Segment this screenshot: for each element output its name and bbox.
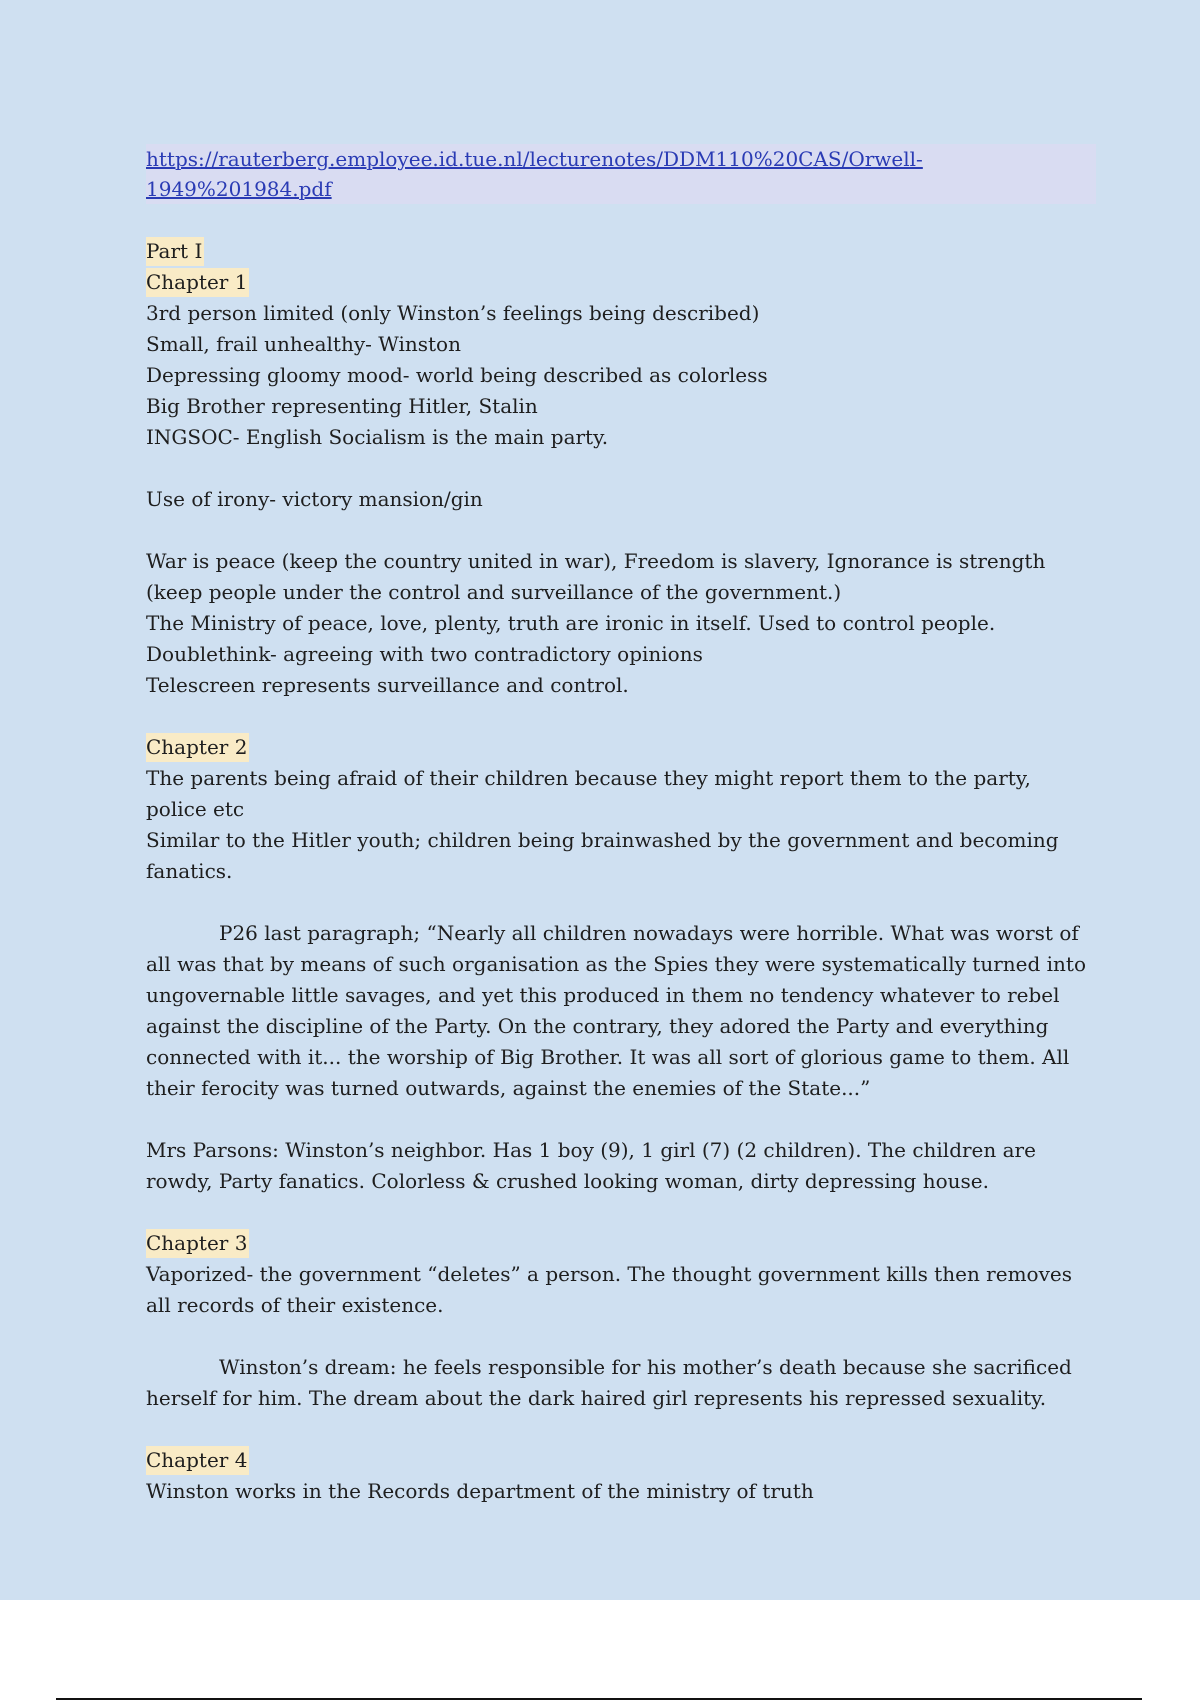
document-content <box>146 144 1096 1507</box>
chapter-1-line: Doublethink- agreeing with two contradictory opinions <box>146 642 703 666</box>
chapter-3-heading: Chapter 3 <box>146 1229 249 1258</box>
chapter-2-line: The parents being afraid of their children because they might report them to the party, police etc <box>146 766 1031 821</box>
chapter-4-heading: Chapter 4 <box>146 1446 249 1475</box>
chapter-1-line: 3rd person limited (only Winston’s feelings being described) <box>146 301 760 325</box>
chapter-1-line: Depressing gloomy mood- world being described as colorless <box>146 363 768 387</box>
chapter-2-heading: Chapter 2 <box>146 733 249 762</box>
dream-paragraph: Winston’s dream: he feels responsible for his mother’s death because she sacrificed herself for him. The dream about the dark haired girl represents his repressed sexuality. <box>146 1355 1072 1410</box>
chapter-1-heading: Chapter 1 <box>146 268 249 297</box>
vaporized-paragraph: Vaporized- the government “deletes” a person. The thought government kills then removes all records of their existence. <box>146 1262 1072 1317</box>
part-heading: Part I <box>146 237 204 266</box>
chapter-4-line: Winston works in the Records department of the ministry of truth <box>146 1479 814 1503</box>
chapter-2-line: Similar to the Hitler youth; children being brainwashed by the government and becoming fanatics. <box>146 828 1059 883</box>
quote-paragraph: P26 last paragraph; “Nearly all children nowadays were horrible. What was worst of all was that by means of such organisation as the Spies they were systematically turned into ungovernable little savages, and yet this produced in them no tendency whatever to rebel against the discipline of the Party. On the contrary, they adored the Party and everything connected with it... the worship of Big Brother. It was all sort of glorious game to them. All their ferocity was turned outwards, against the enemies of the State...” <box>146 921 1086 1100</box>
irony-note: Use of irony- victory mansion/gin <box>146 487 483 511</box>
source-link[interactable]: https://rauterberg.employee.id.tue.nl/lecturenotes/DDM110%20CAS/Orwell-1949%201984.pdf <box>146 144 1096 204</box>
chapter-1-line: Telescreen represents surveillance and control. <box>146 673 629 697</box>
war-is-peace-paragraph: War is peace (keep the country united in war), Freedom is slavery, Ignorance is strength (keep people under the control and surveillance of the government.) <box>146 549 1046 604</box>
chapter-1-line: Big Brother representing Hitler, Stalin <box>146 394 538 418</box>
chapter-1-line: The Ministry of peace, love, plenty, truth are ironic in itself. Used to control people. <box>146 611 996 635</box>
chapter-1-line: Small, frail unhealthy- Winston <box>146 332 461 356</box>
mrs-parsons-paragraph: Mrs Parsons: Winston’s neighbor. Has 1 boy (9), 1 girl (7) (2 children). The children are rowdy, Party fanatics. Colorless & crushed looking woman, dirty depressing house. <box>146 1138 1036 1193</box>
chapter-1-line: INGSOC- English Socialism is the main party. <box>146 425 609 449</box>
